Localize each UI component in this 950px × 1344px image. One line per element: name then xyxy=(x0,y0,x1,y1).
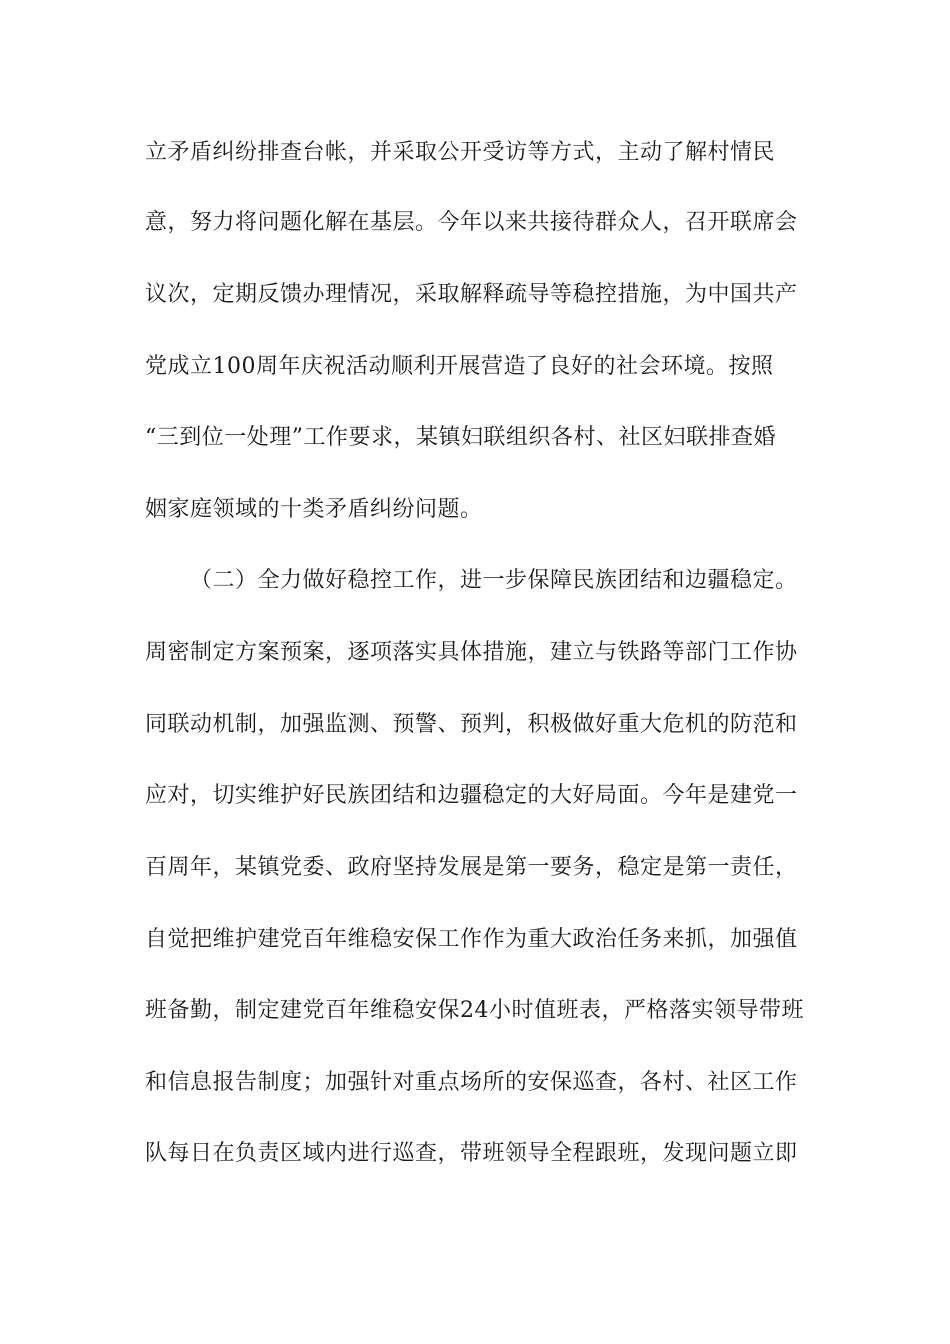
text-line: 党成立100周年庆祝活动顺利开展营造了良好的社会环境。按照 xyxy=(145,354,774,379)
text-line: 意，努力将问题化解在基层。今年以来共接待群众人，召开联席会 xyxy=(145,210,798,235)
text-line: 班备勤，制定建党百年维稳安保24小时值班表，严格落实领导带班 xyxy=(145,998,804,1023)
text-line: 姻家庭领域的十类矛盾纠纷问题。 xyxy=(145,497,483,522)
text-line: 议次，定期反馈办理情况，采取解释疏导等稳控措施，为中国共产 xyxy=(145,282,798,307)
text-line: 同联动机制，加强监测、预警、预判，积极做好重大危机的防范和 xyxy=(145,712,798,737)
text-line: 应对，切实维护好民族团结和边疆稳定的大好局面。今年是建党一 xyxy=(145,783,798,808)
text-line: 队每日在负责区域内进行巡查，带班领导全程跟班，发现问题立即 xyxy=(145,1141,798,1166)
text-line: 自觉把维护建党百年维稳安保工作作为重大政治任务来抓，加强值 xyxy=(145,927,798,952)
text-line: 立矛盾纠纷排查台帐，并采取公开受访等方式，主动了解村情民 xyxy=(145,140,776,165)
text-line: “三到位一处理”工作要求，某镇妇联组织各村、社区妇联排查婚 xyxy=(145,425,776,450)
section-heading-line: （二）全力做好稳控工作，进一步保障民族团结和边疆稳定。 xyxy=(190,568,798,593)
text-line: 周密制定方案预案，逐项落实具体措施，建立与铁路等部门工作协 xyxy=(145,640,798,665)
text-line: 百周年，某镇党委、政府坚持发展是第一要务，稳定是第一责任， xyxy=(145,855,798,880)
text-line: 和信息报告制度；加强针对重点场所的安保巡查，各村、社区工作 xyxy=(145,1070,798,1095)
